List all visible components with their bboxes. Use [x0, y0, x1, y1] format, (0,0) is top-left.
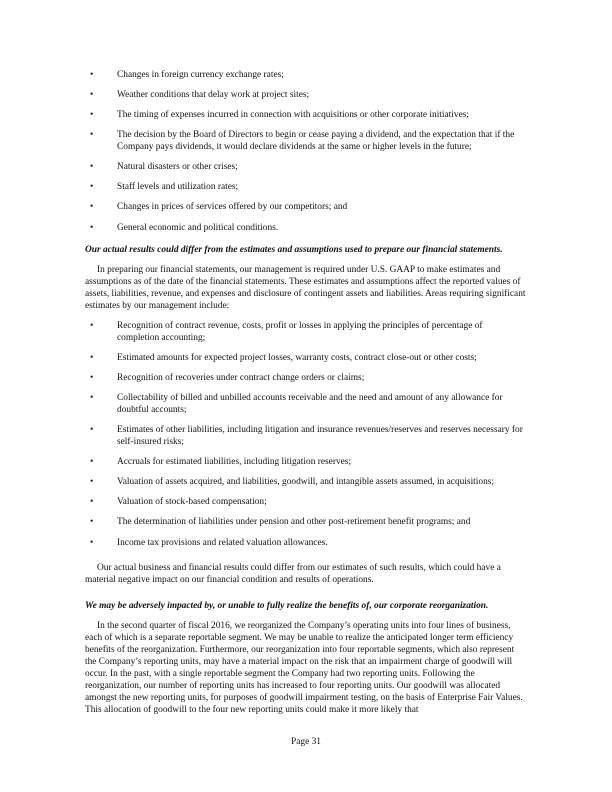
list-item	[85, 393, 526, 417]
page-number: Page 31	[291, 737, 321, 747]
list-item	[85, 202, 526, 214]
list-item	[85, 497, 526, 509]
bullet-icon: •	[90, 517, 94, 528]
bullet-icon: •	[90, 222, 94, 233]
list-item	[85, 90, 526, 102]
paragraph-estimates-intro: In preparing our financial statements, our management is required under U.S. GAAP to make estimates and assumptions as of the date of the financial statements. These estimates and assumptions affect the reported values of assets, liabilities, revenue, and expenses and disclosure of contingent assets and liabilities. Areas requiring significant estimates by our management include:	[85, 265, 526, 312]
list-item-text: Income tax provisions and related valuation allowances.	[117, 537, 328, 548]
list-item-text: The determination of liabilities under pension and other post-retirement benefit programs; and	[117, 517, 471, 528]
list-item-text: Changes in prices of services offered by our competitors; and	[117, 202, 348, 213]
list-item-text: Weather conditions that delay work at project sites;	[117, 90, 310, 101]
paragraph-estimates-closing: Our actual business and financial results could differ from our estimates of such results, which could have a material negative impact on our financial condition and results of operations.	[85, 563, 501, 586]
list-item-text: Accruals for estimated liabilities, including litigation reserves;	[117, 457, 352, 468]
list-item	[85, 162, 526, 174]
list-item	[85, 517, 526, 529]
bullet-icon: •	[90, 182, 94, 193]
bullet-icon: •	[90, 497, 94, 508]
list-item	[85, 110, 526, 122]
list-item-text: Estimates of other liabilities, including litigation and insurance revenues/reserves and reserves necessary for self-insured risks;	[117, 425, 523, 448]
list-item-text: Estimated amounts for expected project losses, warranty costs, contract close-out or other costs;	[117, 353, 477, 363]
list-item-text: Recognition of recoveries under contract change orders or claims;	[117, 373, 365, 384]
bullet-icon: •	[90, 321, 94, 331]
bullet-icon: •	[90, 353, 94, 363]
list-item	[85, 70, 526, 82]
bullet-icon: •	[90, 70, 94, 80]
bullet-icon: •	[90, 90, 94, 101]
list-item	[85, 538, 526, 550]
bullet-icon: •	[90, 425, 94, 436]
list-item-text: Staff levels and utilization rates;	[117, 182, 239, 193]
page-content	[85, 70, 526, 724]
bullet-icon: •	[90, 393, 94, 404]
list-item	[85, 130, 526, 154]
list-item-text: Valuation of stock-based compensation;	[117, 497, 267, 508]
bullet-list-variability-factors	[85, 70, 526, 234]
list-item-text: Recognition of contract revenue, costs, profit or losses in applying the principles of percentage of completion accounting;	[117, 321, 483, 343]
bullet-icon: •	[90, 162, 94, 173]
list-item	[85, 223, 526, 235]
list-item-text: Valuation of assets acquired, and liabilities, goodwill, and intangible assets assumed, in acquisitions;	[117, 477, 495, 488]
bullet-list-estimates	[85, 321, 526, 549]
list-item	[85, 477, 526, 489]
bullet-icon: •	[90, 130, 94, 141]
list-item	[85, 457, 526, 469]
bullet-icon: •	[90, 373, 94, 384]
list-item	[85, 321, 526, 345]
list-item	[85, 353, 526, 365]
section-heading-estimates: Our actual results could differ from the estimates and assumptions used to prepare our financial statements.	[85, 245, 503, 256]
bullet-icon: •	[90, 110, 94, 121]
bullet-icon: •	[90, 457, 94, 468]
list-item-text: The timing of expenses incurred in connection with acquisitions or other corporate initiatives;	[117, 110, 469, 121]
bullet-icon: •	[90, 202, 94, 213]
list-item-text: Changes in foreign currency exchange rates;	[117, 70, 284, 80]
list-item-text: Collectability of billed and unbilled accounts receivable and the need and amount of any allowance for doubtful accounts;	[117, 393, 503, 416]
bullet-icon: •	[90, 477, 94, 488]
section-heading-reorganization: We may be adversely impacted by, or unable to fully realize the benefits of, our corporate reorganization.	[85, 601, 489, 612]
paragraph-reorganization: In the second quarter of fiscal 2016, we reorganized the Company’s operating units into four lines of business, each of which is a separate reportable segment. We may be unable to realize the anticipated longer term efficiency benefits of the reorganization. Furthermore, our reorganization into four reportable segments, which also represent the Company’s reporting units, may have a material impact on the risk that an impairment charge of goodwill will occur. In the past, with a single reportable segment the Company had two reporting units. Following the reorganization, our number of reporting units has increased to four reporting units. Our goodwill was allocated amongst the new reporting units, for purposes of goodwill impairment testing, on the basis of Enterprise Fair Values. This allocation of goodwill to the four new reporting units could make it more likely that	[85, 621, 523, 715]
bullet-icon: •	[90, 537, 94, 548]
list-item-text: Natural disasters or other crises;	[117, 162, 238, 173]
list-item	[85, 182, 526, 194]
list-item-text: The decision by the Board of Directors to begin or cease paying a dividend, and the expectation that if the Company pays dividends, it would declare dividends at the same or higher levels in the future;	[117, 130, 515, 153]
list-item-text: General economic and political conditions.	[117, 222, 279, 233]
list-item	[85, 425, 526, 449]
list-item	[85, 373, 526, 385]
